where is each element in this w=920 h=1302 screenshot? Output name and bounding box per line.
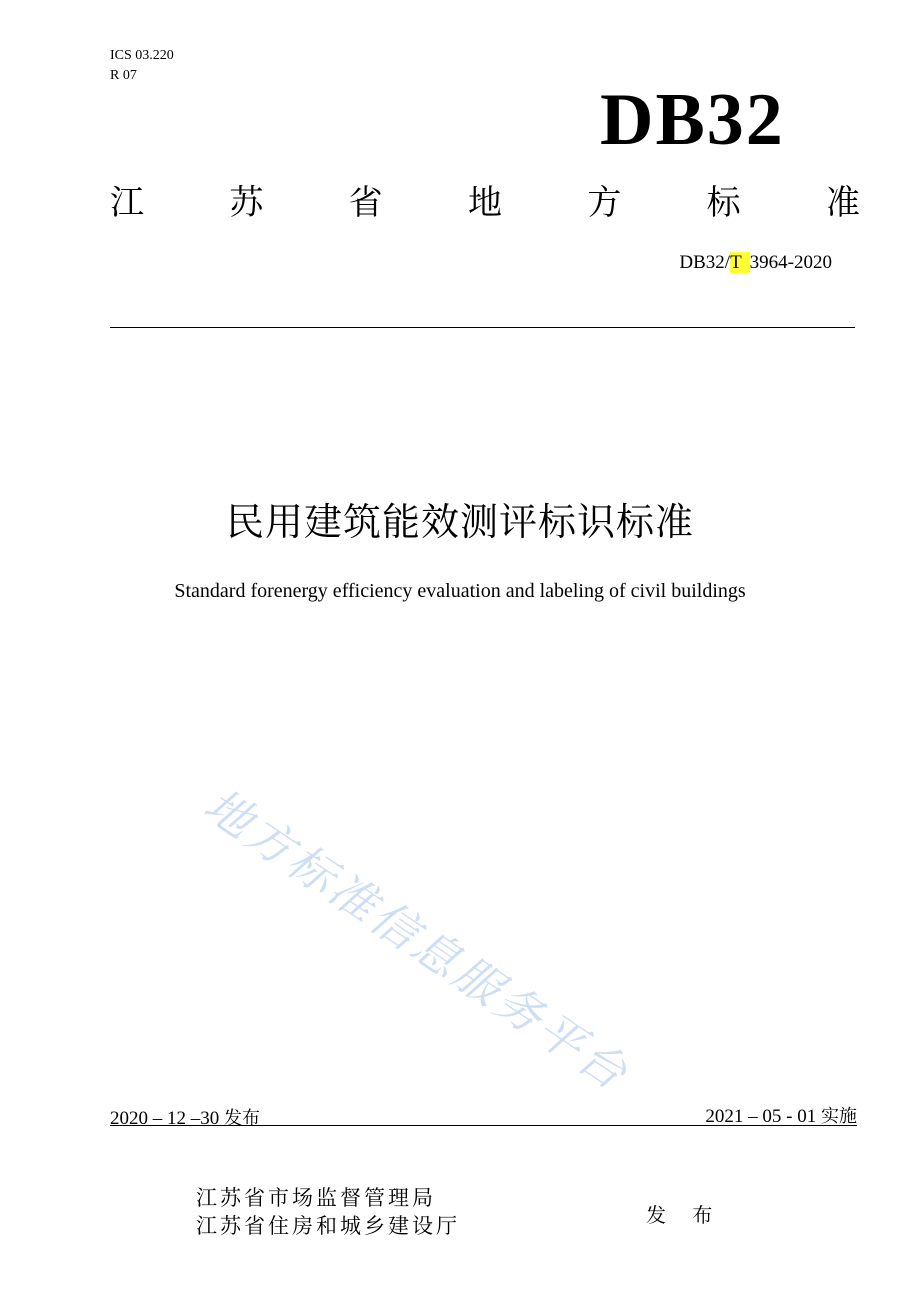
issue-date-value: 2020 – 12 –30 [110,1108,220,1129]
ics-code: ICS 03.220 [110,48,174,63]
issuer-line: 江苏省市场监督管理局 [196,1186,436,1210]
standard-code-prefix: DB32/ [679,252,731,273]
standard-code-highlight: T [730,252,750,273]
document-title-en: Standard forenergy efficiency evaluation and labeling of civil buildings [174,580,746,602]
implementation-date-value: 2021 – 05 - 01 [705,1106,817,1127]
province-char: 苏 [229,183,264,223]
issuer-line: 江苏省住房和城乡建设厅 [196,1214,460,1238]
province-char: 标 [706,183,741,223]
db-logo: DB32 [600,79,785,161]
province-char: 准 [825,183,860,223]
issue-date-label: 发布 [224,1108,260,1129]
issuing-authorities [196,1184,460,1240]
document-title-cn: 民用建筑能效测评标识标准 [225,500,694,544]
issue-date [110,1104,260,1130]
issue-verb: 发 布 [646,1203,723,1227]
standard-code [679,252,832,274]
top-divider [110,327,855,328]
category-code: R 07 [110,68,137,83]
standard-code-number: 3964-2020 [749,252,832,273]
bottom-divider [110,1125,857,1126]
province-char: 省 [348,183,383,223]
watermark: 地方标准信息服务平台 [194,777,640,1102]
province-char: 江 [110,183,144,223]
ics-block [110,46,174,86]
province-char: 地 [467,183,502,223]
province-standard-heading [110,181,860,225]
implementation-date-label: 实施 [821,1106,857,1127]
province-char: 方 [587,183,622,223]
